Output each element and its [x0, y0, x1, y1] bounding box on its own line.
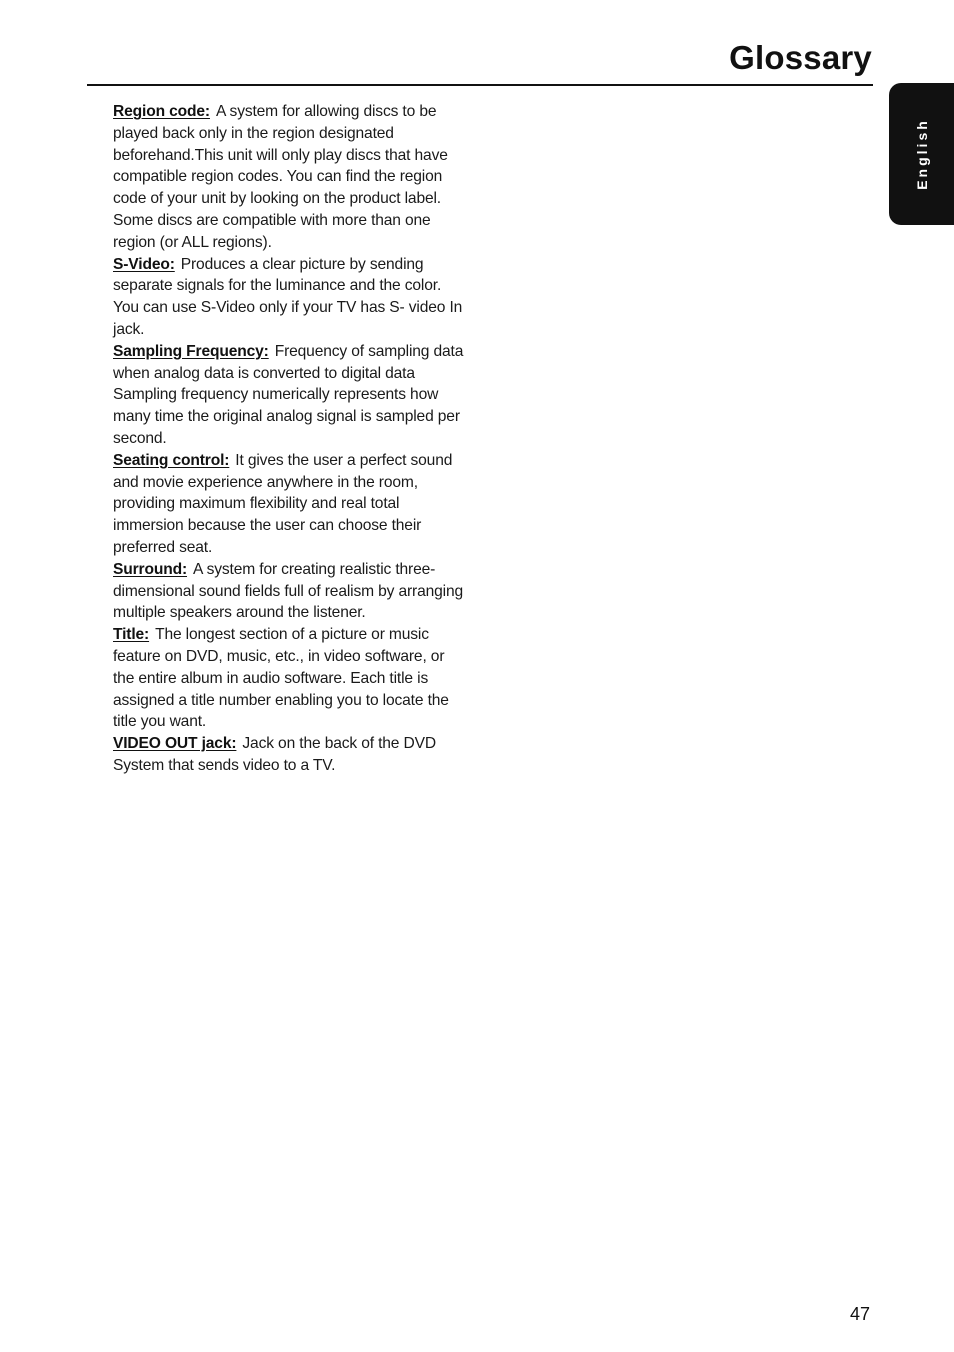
glossary-entry-seating-control	[113, 450, 467, 559]
glossary-term: VIDEO OUT jack:	[113, 735, 237, 753]
glossary-definition: A system for allowing discs to be played back only in the region designated beforehand.This unit will only play discs that have compatible region codes. You can find the region code of your unit by looking on the product label. Some discs are compatible with more than one region (or ALL regions).	[113, 103, 448, 251]
glossary-list	[113, 101, 467, 777]
glossary-definition: The longest section of a picture or music feature on DVD, music, etc., in video software, or the entire album in audio software. Each title is assigned a title number enabling you to locate the title you want.	[113, 626, 449, 731]
glossary-definition: Frequency of sampling data when analog data is converted to digital data Sampling frequency numerically represents how many time the original analog signal is sampled per second.	[113, 342, 464, 447]
glossary-entry-s-video	[113, 254, 467, 341]
glossary-definition: Produces a clear picture by sending separate signals for the luminance and the color. You can use S-Video only if your TV has S- video In jack.	[113, 255, 463, 338]
glossary-term: Title:	[113, 626, 150, 644]
page-title: Glossary	[729, 39, 872, 76]
glossary-entry-video-out-jack	[113, 733, 467, 777]
page-number: 47	[849, 1304, 870, 1324]
glossary-term: Region code:	[113, 103, 210, 120]
glossary-term: Sampling Frequency:	[113, 342, 269, 360]
glossary-definition: It gives the user a perfect sound and movie experience anywhere in the room, providing maximum flexibility and real total immersion because the user can choose their preferred seat.	[113, 451, 453, 556]
glossary-definition: Jack on the back of the DVD System that sends video to a TV.	[113, 735, 436, 774]
glossary-entry-region-code	[113, 101, 467, 254]
glossary-entry-sampling-frequency	[113, 341, 467, 450]
title-divider	[87, 84, 873, 86]
glossary-entry-title	[113, 624, 467, 733]
language-tab-label: English	[913, 118, 930, 190]
glossary-term: Surround:	[113, 560, 188, 578]
glossary-term: Seating control:	[113, 451, 230, 469]
glossary-term: S-Video:	[113, 255, 175, 273]
language-tab	[889, 83, 954, 225]
glossary-definition: A system for creating realistic three-dimensional sound fields full of realism by arranging multiple speakers around the listener.	[113, 560, 464, 622]
glossary-entry-surround	[113, 559, 467, 624]
